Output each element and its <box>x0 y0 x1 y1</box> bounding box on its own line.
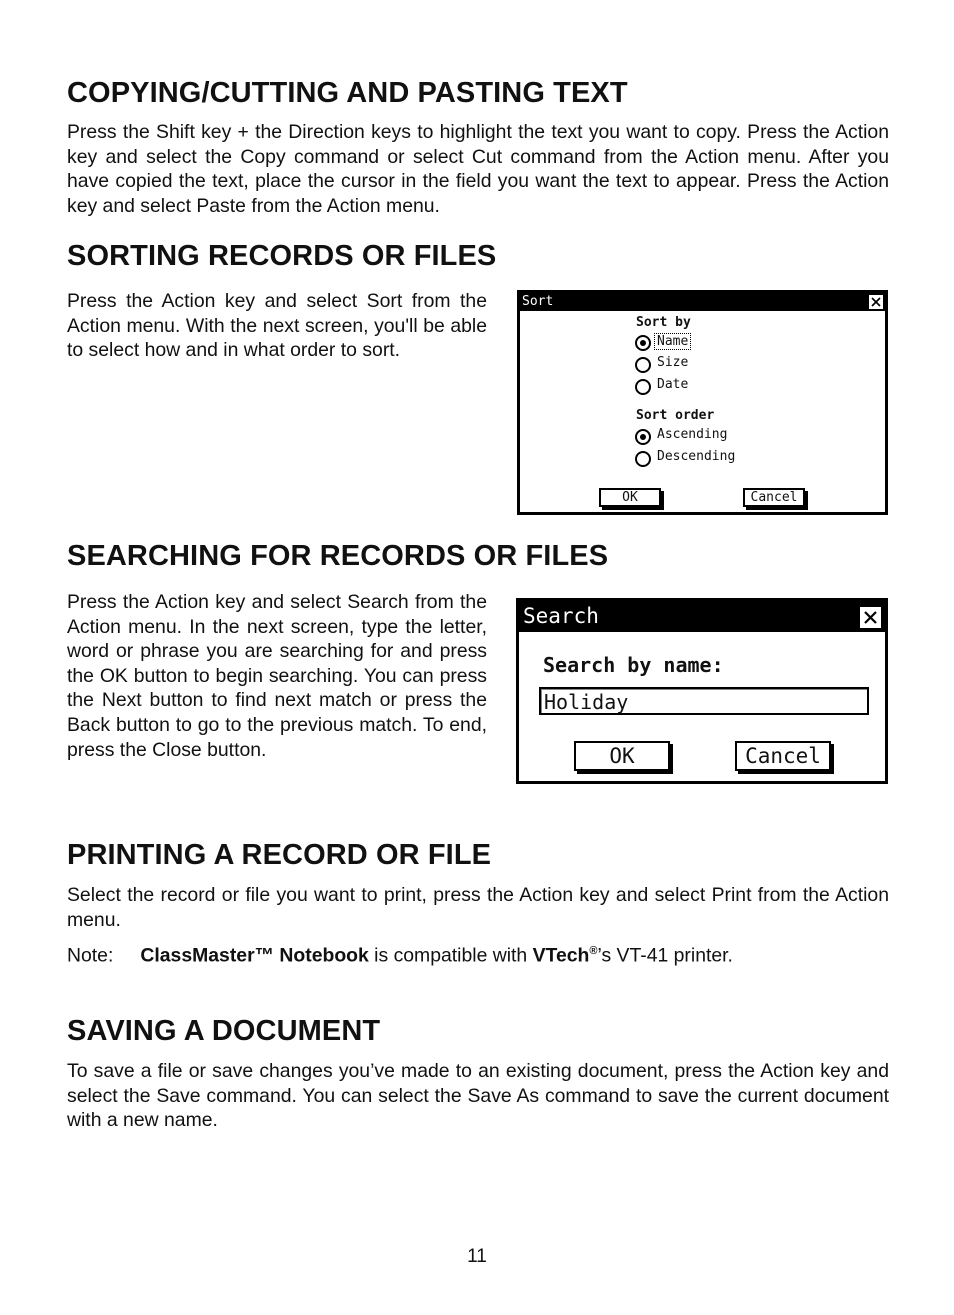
sort-ok-label: OK <box>622 490 638 505</box>
radio-sort-ascending[interactable] <box>635 429 651 445</box>
search-cancel-button[interactable] <box>735 741 831 771</box>
sort-by-label: Sort by <box>636 315 691 330</box>
radio-sort-size[interactable] <box>635 357 651 373</box>
sort-dialog <box>517 290 888 515</box>
save-paragraph: To save a file or save changes you’ve made to an existing document, press the Action key and select the Save command. You can select the Save As command to save the current document with a new name. <box>67 1060 889 1132</box>
sort-cancel-button[interactable] <box>743 488 805 507</box>
search-cancel-label: Cancel <box>745 744 821 768</box>
heading-printing: PRINTING A RECORD OR FILE <box>67 839 492 871</box>
note-product: ClassMaster™ Notebook <box>140 944 369 967</box>
sort-dialog-titlebar <box>520 293 885 311</box>
search-dialog-title: Search <box>523 604 599 628</box>
search-input-value: Holiday <box>544 690 629 714</box>
radio-sort-date[interactable] <box>635 379 651 395</box>
note-registered-mark: ® <box>589 945 598 957</box>
search-dialog-titlebar <box>519 601 885 632</box>
search-paragraph: Press the Action key and select Search from the Action menu. In the next screen, type the letter, word or phrase you are searching for and press the OK button to begin searching. You can press the Next button to find next match or press the Back button to go to the previous match. To end, press the Close button. <box>67 591 487 761</box>
search-ok-button[interactable] <box>574 741 670 771</box>
close-x-icon[interactable] <box>860 607 881 628</box>
sort-paragraph: Press the Action key and select Sort from the Action menu. With the next screen, you'll be able to select how and in what order to sort. <box>67 290 487 362</box>
copy-paragraph: Press the Shift key + the Direction keys to highlight the text you want to copy. Press the Action key and select the Copy command or select Cut command from the Action menu. After you have copied the text, place the cursor in the field you want the text to appear. Press the Action key and select Paste from the Action menu. <box>67 121 889 217</box>
sort-option-date[interactable]: Date <box>657 377 689 392</box>
search-input[interactable] <box>539 687 869 715</box>
heading-copying: COPYING/CUTTING AND PASTING TEXT <box>67 77 628 109</box>
search-by-name-label: Search by name: <box>543 653 724 677</box>
sort-option-ascending[interactable]: Ascending <box>657 427 728 442</box>
radio-sort-name[interactable] <box>635 335 651 351</box>
radio-sort-descending[interactable] <box>635 451 651 467</box>
note-end: ’s VT-41 printer. <box>597 944 733 967</box>
heading-searching: SEARCHING FOR RECORDS OR FILES <box>67 540 609 572</box>
print-note <box>67 939 733 967</box>
sort-ok-button[interactable] <box>599 488 661 507</box>
search-dialog <box>516 598 888 784</box>
heading-saving: SAVING A DOCUMENT <box>67 1015 381 1047</box>
search-ok-label: OK <box>609 744 635 768</box>
sort-cancel-label: Cancel <box>750 490 798 505</box>
print-paragraph: Select the record or file you want to print, press the Action key and select Print from the Action menu. <box>67 884 889 931</box>
sort-option-descending[interactable]: Descending <box>657 449 736 464</box>
sort-dialog-title: Sort <box>522 294 554 309</box>
note-label: Note: <box>67 944 114 967</box>
page-number: 11 <box>467 1246 487 1267</box>
note-brand: VTech <box>532 944 590 967</box>
sort-order-label: Sort order <box>636 408 715 423</box>
heading-sorting: SORTING RECORDS OR FILES <box>67 240 497 272</box>
sort-option-size[interactable]: Size <box>657 355 689 370</box>
close-x-icon[interactable] <box>869 295 883 309</box>
note-mid: is compatible with <box>368 944 533 967</box>
sort-option-name[interactable]: Name <box>657 334 689 349</box>
